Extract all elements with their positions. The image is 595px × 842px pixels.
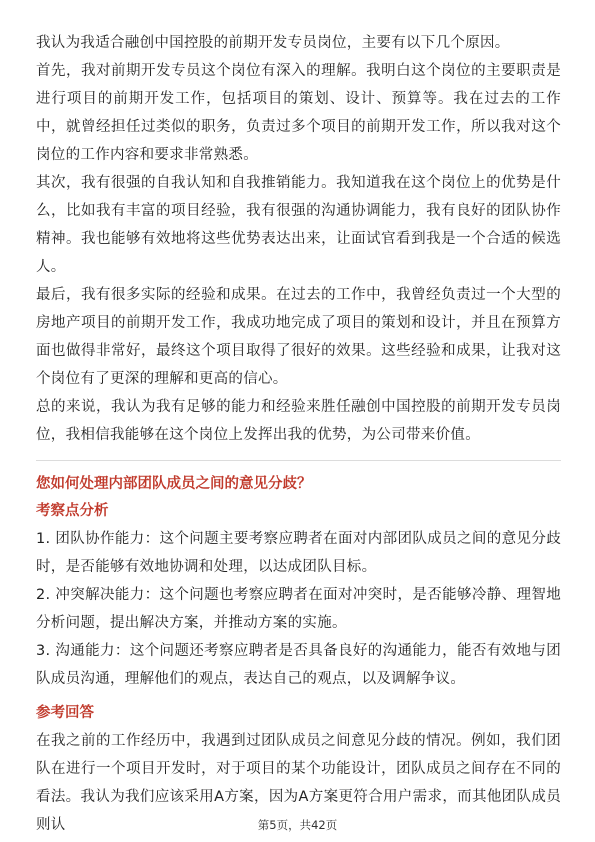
answer-text: 在我之前的工作经历中，我遇到过团队成员之间意见分歧的情况。例如，我们团队在进行一个项目开发时，对于项目的某个功能设计，团队成员之间存在不同的看法。我认为我们应该采用A方案，因为A方案更符合用户需求，而其他团队成员则认 bbox=[36, 733, 561, 833]
analysis-item: 3. 沟通能力：这个问题还考察应聘者是否具备良好的沟通能力，能否有效地与团队成员沟通，理解他们的观点，表达自己的观点，以及调解争议。 bbox=[36, 643, 561, 687]
page-number: 第5页，共42页 bbox=[257, 818, 338, 832]
intro-paragraph: 最后，我有很多实际的经验和成果。在过去的工作中，我曾经负责过一个大型的房地产项目的前期开发工作，我成功地完成了项目的策划和设计，并且在预算方面也做得非常好，最终这个项目取得了很好的效果。这些经验和成果，让我对这个岗位有了更深的理解和更高的信心。 bbox=[36, 287, 561, 387]
section-divider bbox=[36, 460, 561, 461]
answer-heading: 参考回答 bbox=[36, 705, 94, 721]
intro-paragraph: 总的来说，我认为我有足够的能力和经验来胜任融创中国控股的前期开发专员岗位，我相信我能够在这个岗位上发挥出我的优势，为公司带来价值。 bbox=[36, 399, 561, 443]
interview-question: 您如何处理内部团队成员之间的意见分歧？ bbox=[36, 476, 312, 492]
intro-paragraph: 其次，我有很强的自我认知和自我推销能力。我知道我在这个岗位上的优势是什么，比如我有丰富的项目经验，我有很强的沟通协调能力，我有良好的团队协作精神。我也能够有效地将这些优势表达出来，让面试官看到我是一个合适的候选人。 bbox=[36, 175, 561, 275]
analysis-heading: 考察点分析 bbox=[36, 503, 109, 519]
document-page bbox=[36, 29, 561, 839]
intro-paragraph: 我认为我适合融创中国控股的前期开发专员岗位，主要有以下几个原因。 bbox=[36, 35, 510, 51]
analysis-item: 2. 冲突解决能力：这个问题也考察应聘者在面对冲突时，是否能够冷静、理智地分析问题，提出解决方案，并推动方案的实施。 bbox=[36, 587, 561, 631]
intro-paragraph: 首先，我对前期开发专员这个岗位有深入的理解。我明白这个岗位的主要职责是进行项目的前期开发工作，包括项目的策划、设计、预算等。我在过去的工作中，就曾经担任过类似的职务，负责过多个项目的前期开发工作，所以我对这个岗位的工作内容和要求非常熟悉。 bbox=[36, 63, 561, 163]
analysis-item: 1. 团队协作能力：这个问题主要考察应聘者在面对内部团队成员之间的意见分歧时，是否能够有效地协调和处理，以达成团队目标。 bbox=[36, 531, 561, 575]
